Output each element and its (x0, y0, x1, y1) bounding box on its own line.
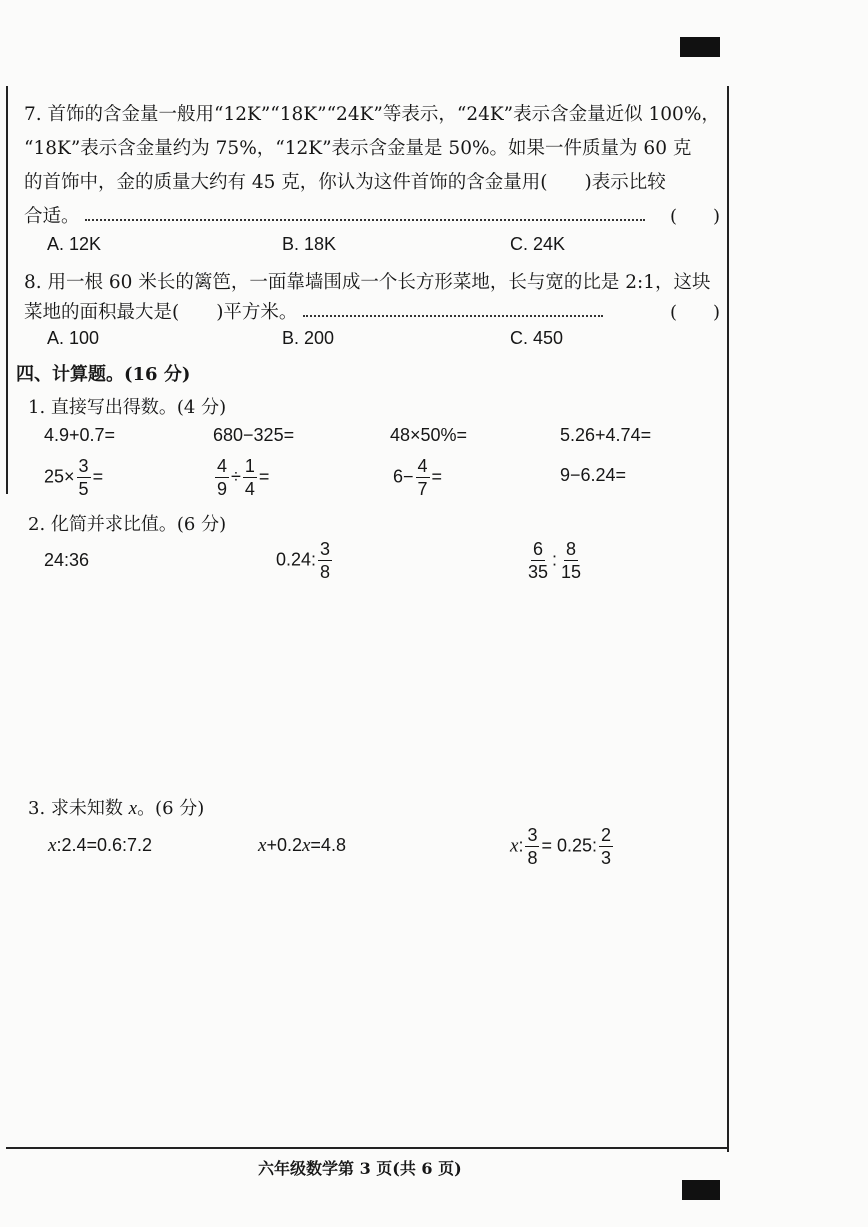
q8-option-b[interactable]: B. 200 (282, 328, 335, 348)
section-4-title: 四、计算题。(16 分) (16, 364, 191, 385)
q7-option-c[interactable]: C. 24K (510, 234, 566, 254)
q8-line-2-text: 菜地的面积最大是( )平方米。 (24, 302, 298, 323)
expr-2-3: $\frac{6}{35}$ : $\frac{8}{15}$ (528, 539, 582, 582)
expr-3-3: x: $\frac{3}{8}$ = 0.25: $\frac{2}{3}$ (510, 825, 612, 868)
expr-3-2: x+0.2x=4.8 (258, 835, 346, 856)
q8-line-2 (24, 298, 603, 324)
expr-2-1: 24:36 (44, 550, 90, 570)
registration-mark-top (680, 37, 720, 57)
expr-1-6: $\frac{4}{9}$ ÷ $\frac{1}{4}$ = (217, 456, 270, 499)
fraction: $\frac{2}{3}$ (601, 825, 612, 868)
expr-1-1: 4.9+0.7= (44, 425, 116, 445)
page-footer: 六年级数学第 3 页(共 6 页) (258, 1159, 462, 1178)
frame-bottom-border (6, 1147, 729, 1149)
expr-2-2: 0.24: $\frac{3}{8}$ (276, 539, 331, 582)
expr-1-3: 48×50%= (390, 425, 468, 445)
registration-mark-bottom (682, 1180, 720, 1200)
expr-1-4: 5.26+4.74= (560, 425, 652, 445)
expr-1-5: 25× $\frac{3}{5}$ = (44, 456, 104, 499)
q8-answer-paren[interactable]: ( ) (670, 302, 721, 323)
q7-answer-paren[interactable]: ( ) (670, 206, 721, 227)
fraction: $\frac{3}{5}$ (78, 456, 89, 499)
leader-dots (303, 309, 603, 317)
frame-right-border (727, 86, 729, 1152)
q8-line-1: 8. 用一根 60 米长的篱笆，一面靠墙围成一个长方形菜地，长与宽的比是 2:1，这块 (24, 272, 711, 293)
part-3-title: 3. 求未知数 x。(6 分) (28, 798, 205, 819)
q8-option-a[interactable]: A. 100 (47, 328, 100, 348)
fraction: $\frac{4}{9}$ (217, 456, 228, 499)
q7-line-4-text: 合适。 (24, 206, 80, 227)
part-1-title: 1. 直接写出得数。(4 分) (28, 397, 227, 418)
expr-1-2: 680−325= (213, 425, 295, 445)
q7-option-a[interactable]: A. 12K (47, 234, 102, 254)
fraction: $\frac{3}{8}$ (527, 825, 538, 868)
fraction: $\frac{1}{4}$ (244, 456, 255, 499)
q8-option-c[interactable]: C. 450 (510, 328, 564, 348)
fraction: $\frac{4}{7}$ (417, 456, 428, 499)
fraction: $\frac{3}{8}$ (320, 539, 331, 582)
expr-1-7: 6− $\frac{4}{7}$ = (393, 456, 443, 499)
q7-line-2: “18K”表示含金量约为 75%，“12K”表示含金量是 50%。如果一件质量为 60 克 (24, 138, 692, 159)
q7-line-4 (24, 202, 645, 228)
expr-3-1: x:2.4=0.6:7.2 (48, 835, 153, 856)
part-2-title: 2. 化简并求比值。(6 分) (28, 514, 227, 535)
frame-left-border (6, 86, 8, 494)
expr-1-8: 9−6.24= (560, 465, 627, 485)
fraction: $\frac{6}{35}$ (528, 539, 549, 582)
fraction: $\frac{8}{15}$ (561, 539, 582, 582)
q7-line-3: 的首饰中，金的质量大约有 45 克，你认为这件首饰的含金量用( )表示比较 (24, 172, 666, 193)
q7-option-b[interactable]: B. 18K (282, 234, 337, 254)
leader-dots (85, 213, 645, 221)
q7-line-1: 7. 首饰的含金量一般用“12K”“18K”“24K”等表示，“24K”表示含金量近似 100%， (24, 104, 720, 125)
